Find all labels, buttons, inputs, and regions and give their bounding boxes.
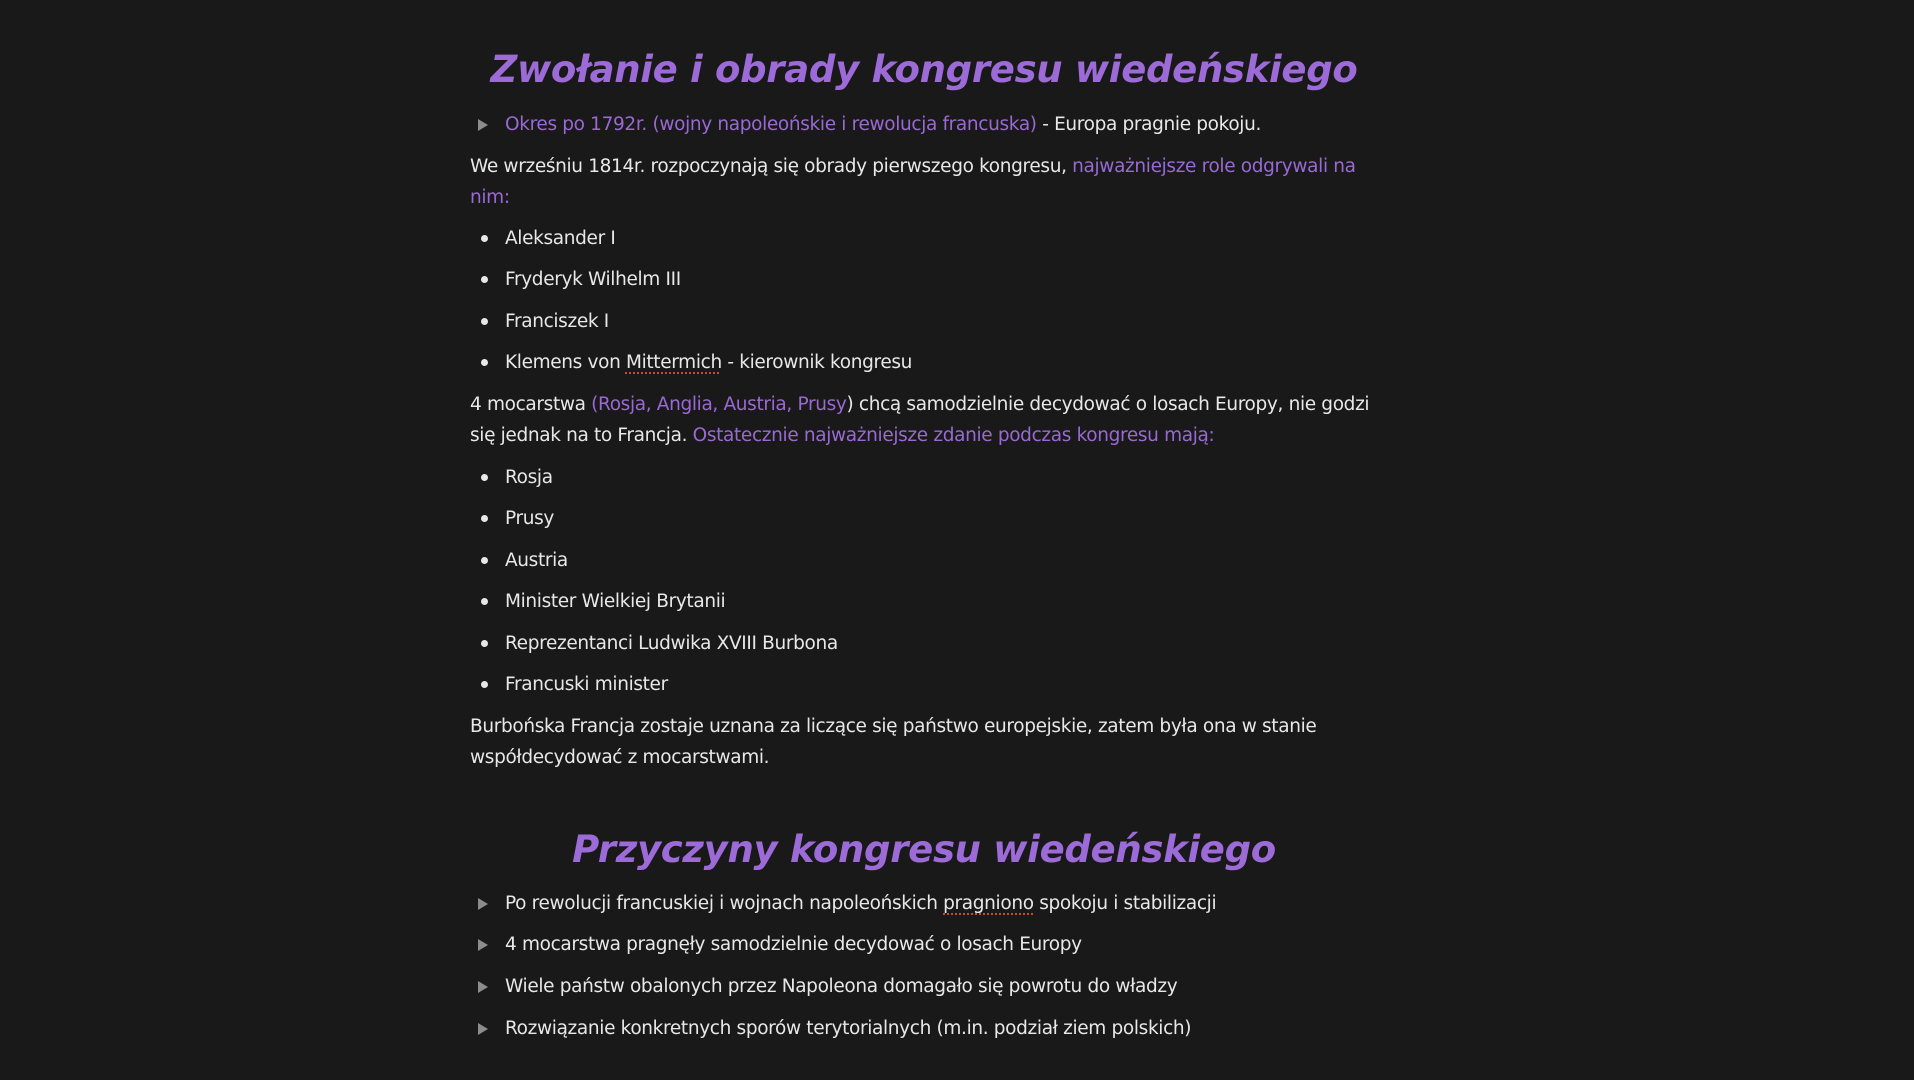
bullet-icon bbox=[481, 598, 488, 605]
text-plain: We wrześniu 1814r. rozpoczynają się obrady pierwszego kongresu, bbox=[470, 156, 1073, 177]
text-plain: - kierownik kongresu bbox=[721, 352, 913, 373]
text-accent: nim: bbox=[470, 187, 510, 208]
misspelled-word[interactable]: Mittermich bbox=[625, 352, 722, 373]
paragraph-wrzesien-line-2 bbox=[470, 182, 510, 213]
list-item-text bbox=[505, 347, 912, 378]
toggle-triangle-icon[interactable] bbox=[478, 119, 488, 131]
list-item-text: Reprezentanci Ludwika XVIII Burbona bbox=[505, 633, 838, 654]
list-item-text: Prusy bbox=[505, 508, 554, 529]
list-item-text: Rosja bbox=[505, 467, 553, 488]
bullet-icon bbox=[481, 557, 488, 564]
list-item-text: Minister Wielkiej Brytanii bbox=[505, 591, 726, 612]
list-item-text: Francuski minister bbox=[505, 674, 668, 695]
paragraph-burbonska-line-2: współdecydować z mocarstwami. bbox=[470, 747, 770, 768]
bullet-icon bbox=[481, 515, 488, 522]
bullet-icon bbox=[481, 318, 488, 325]
toggle-okres-text bbox=[505, 109, 1261, 140]
bullet-icon bbox=[481, 235, 488, 242]
misspelled-word[interactable]: pragniono bbox=[943, 893, 1034, 914]
text-plain: się jednak na to Francja. bbox=[470, 425, 693, 446]
paragraph-mocarstwa-line-1 bbox=[470, 389, 1369, 420]
text-plain: 4 mocarstwa bbox=[470, 394, 592, 415]
heading-zwolanie: Zwołanie i obrady kongresu wiedeńskiego bbox=[490, 48, 1358, 91]
bullet-icon bbox=[481, 474, 488, 481]
text-accent: (Rosja, Anglia, Austria, Prusy bbox=[591, 394, 847, 415]
bullet-icon bbox=[481, 276, 488, 283]
heading-przyczyny: Przyczyny kongresu wiedeńskiego bbox=[572, 828, 1276, 871]
text-plain: Klemens von bbox=[505, 352, 626, 373]
paragraph-burbonska-line-1: Burbońska Francja zostaje uznana za liczące się państwo europejskie, zatem była ona w stanie bbox=[470, 716, 1317, 737]
paragraph-wrzesien-line-1 bbox=[470, 151, 1356, 182]
toggle-triangle-icon[interactable] bbox=[478, 1023, 488, 1035]
bullet-icon bbox=[481, 681, 488, 688]
toggle-item-text: Wiele państw obalonych przez Napoleona domagało się powrotu do władzy bbox=[505, 976, 1178, 997]
toggle-triangle-icon[interactable] bbox=[478, 981, 488, 993]
toggle-item-text: 4 mocarstwa pragnęły samodzielnie decydować o losach Europy bbox=[505, 934, 1082, 955]
list-item-text: Franciszek I bbox=[505, 311, 609, 332]
text-plain: ) chcą samodzielnie decydować o losach Europy, nie godzi bbox=[846, 394, 1370, 415]
bullet-icon bbox=[481, 359, 488, 366]
toggle-okres-rest: - Europa pragnie pokoju. bbox=[1036, 114, 1262, 135]
text-accent: Ostatecznie najważniejsze zdanie podczas kongresu mają: bbox=[692, 425, 1215, 446]
text-plain: spokoju i stabilizacji bbox=[1033, 893, 1217, 914]
toggle-triangle-icon[interactable] bbox=[478, 939, 488, 951]
toggle-item-text: Rozwiązanie konkretnych sporów terytorialnych (m.in. podział ziem polskich) bbox=[505, 1018, 1192, 1039]
toggle-triangle-icon[interactable] bbox=[478, 898, 488, 910]
list-item-text: Aleksander I bbox=[505, 228, 616, 249]
toggle-okres-accent: Okres po 1792r. (wojny napoleońskie i rewolucja francuska) bbox=[505, 114, 1037, 135]
bullet-icon bbox=[481, 640, 488, 647]
paragraph-mocarstwa-line-2 bbox=[470, 420, 1214, 451]
text-accent: najważniejsze role odgrywali na bbox=[1072, 156, 1356, 177]
list-item-text: Austria bbox=[505, 550, 568, 571]
list-item-text: Fryderyk Wilhelm III bbox=[505, 269, 681, 290]
toggle-item-text bbox=[505, 888, 1216, 919]
text-plain: Po rewolucji francuskiej i wojnach napoleońskich bbox=[505, 893, 944, 914]
